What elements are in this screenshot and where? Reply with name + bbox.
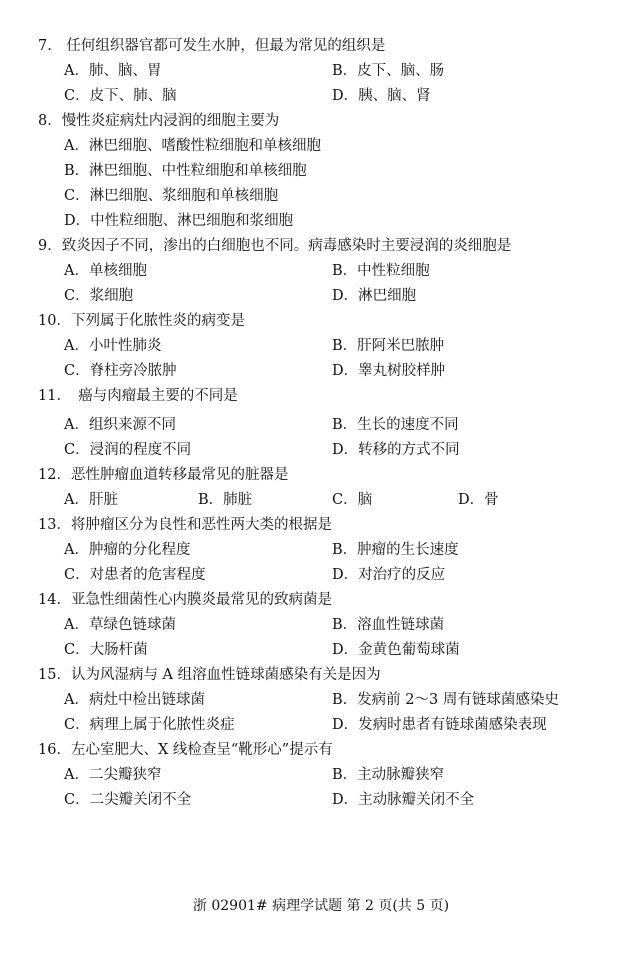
question-12-option-a: A．肝脏 — [64, 492, 118, 508]
question-7-option-b: B．皮下、脑、肠 — [332, 63, 445, 79]
question-16-option-a: A．二尖瓣狭窄 — [64, 767, 162, 783]
question-14-stem: 14．亚急性细菌性心内膜炎最常见的致病菌是 — [38, 592, 332, 608]
question-10-option-a: A．小叶性肺炎 — [64, 338, 162, 354]
question-9-option-d: D．淋巴细胞 — [332, 288, 417, 304]
question-8-option-c: C．淋巴细胞、浆细胞和单核细胞 — [64, 188, 279, 204]
question-15-stem: 15．认为风湿病与 A 组溶血性链球菌感染有关是因为 — [38, 667, 381, 683]
question-11-option-a: A．组织来源不同 — [64, 417, 176, 433]
question-16-stem: 16．左心室肥大、X 线检查呈“靴形心”提示有 — [38, 742, 333, 758]
page-footer: 浙 02901# 病理学试题 第 2 页(共 5 页) — [192, 898, 450, 914]
question-8-option-b: B．淋巴细胞、中性粒细胞和单核细胞 — [64, 163, 307, 179]
question-9-option-c: C．浆细胞 — [64, 288, 134, 304]
question-10-option-c: C．脊柱旁冷脓肿 — [64, 363, 177, 379]
question-7-option-d: D．胰、脑、肾 — [332, 88, 431, 104]
question-9-option-a: A．单核细胞 — [64, 263, 147, 279]
question-9-option-b: B．中性粒细胞 — [332, 263, 430, 279]
question-12-option-c: C．脑 — [332, 492, 373, 508]
question-15-option-c: C．病理上属于化脓性炎症 — [64, 717, 235, 733]
question-13-option-c: C．对患者的危害程度 — [64, 567, 206, 583]
question-7-stem: 7. 任何组织器官都可发生水肿，但最为常见的组织是 — [38, 38, 386, 54]
question-7-option-c: C．皮下、肺、脑 — [64, 88, 177, 104]
question-7-option-a: A．肺、脑、胃 — [64, 63, 162, 79]
question-8-option-d: D．中性粒细胞、淋巴细胞和浆细胞 — [64, 213, 294, 229]
question-9-stem: 9．致炎因子不同，渗出的白细胞也不同。病毒感染时主要浸润的炎细胞是 — [38, 238, 512, 254]
question-11-option-d: D．转移的方式不同 — [332, 442, 460, 458]
question-14-option-d: D．金黄色葡萄球菌 — [332, 642, 460, 658]
question-12-option-d: D．骨 — [458, 492, 499, 508]
question-10-option-d: D．睾丸树胶样肿 — [332, 363, 446, 379]
question-14-option-b: B．溶血性链球菌 — [332, 617, 445, 633]
question-12-option-b: B．肺脏 — [198, 492, 253, 508]
question-15-option-d: D．发病时患者有链球菌感染表现 — [332, 717, 547, 733]
question-16-option-c: C．二尖瓣关闭不全 — [64, 792, 192, 808]
question-16-option-d: D．主动脉瓣关闭不全 — [332, 792, 475, 808]
question-11-option-c: C．浸润的程度不同 — [64, 442, 192, 458]
question-11-option-b: B．生长的速度不同 — [332, 417, 459, 433]
question-13-stem: 13．将肿瘤区分为良性和恶性两大类的根据是 — [38, 517, 332, 533]
question-13-option-b: B．肿瘤的生长速度 — [332, 542, 459, 558]
question-12-stem: 12．恶性肿瘤血道转移最常见的脏器是 — [38, 467, 289, 483]
question-8-stem: 8．慢性炎症病灶内浸润的细胞主要为 — [38, 113, 280, 129]
question-15-option-b: B．发病前 2～3 周有链球菌感染史 — [332, 692, 559, 708]
question-10-option-b: B．肝阿米巴脓肿 — [332, 338, 445, 354]
question-14-option-c: C．大肠杆菌 — [64, 642, 148, 658]
question-14-option-a: A．草绿色链球菌 — [64, 617, 176, 633]
question-13-option-a: A．肿瘤的分化程度 — [64, 542, 191, 558]
question-13-option-d: D．对治疗的反应 — [332, 567, 446, 583]
question-10-stem: 10．下列属于化脓性炎的病变是 — [38, 313, 245, 329]
question-11-stem: 11． 癌与肉瘤最主要的不同是 — [38, 388, 238, 404]
question-8-option-a: A．淋巴细胞、嗜酸性粒细胞和单核细胞 — [64, 138, 321, 154]
question-16-option-b: B．主动脉瓣狭窄 — [332, 767, 445, 783]
question-15-option-a: A．病灶中检出链球菌 — [64, 692, 205, 708]
